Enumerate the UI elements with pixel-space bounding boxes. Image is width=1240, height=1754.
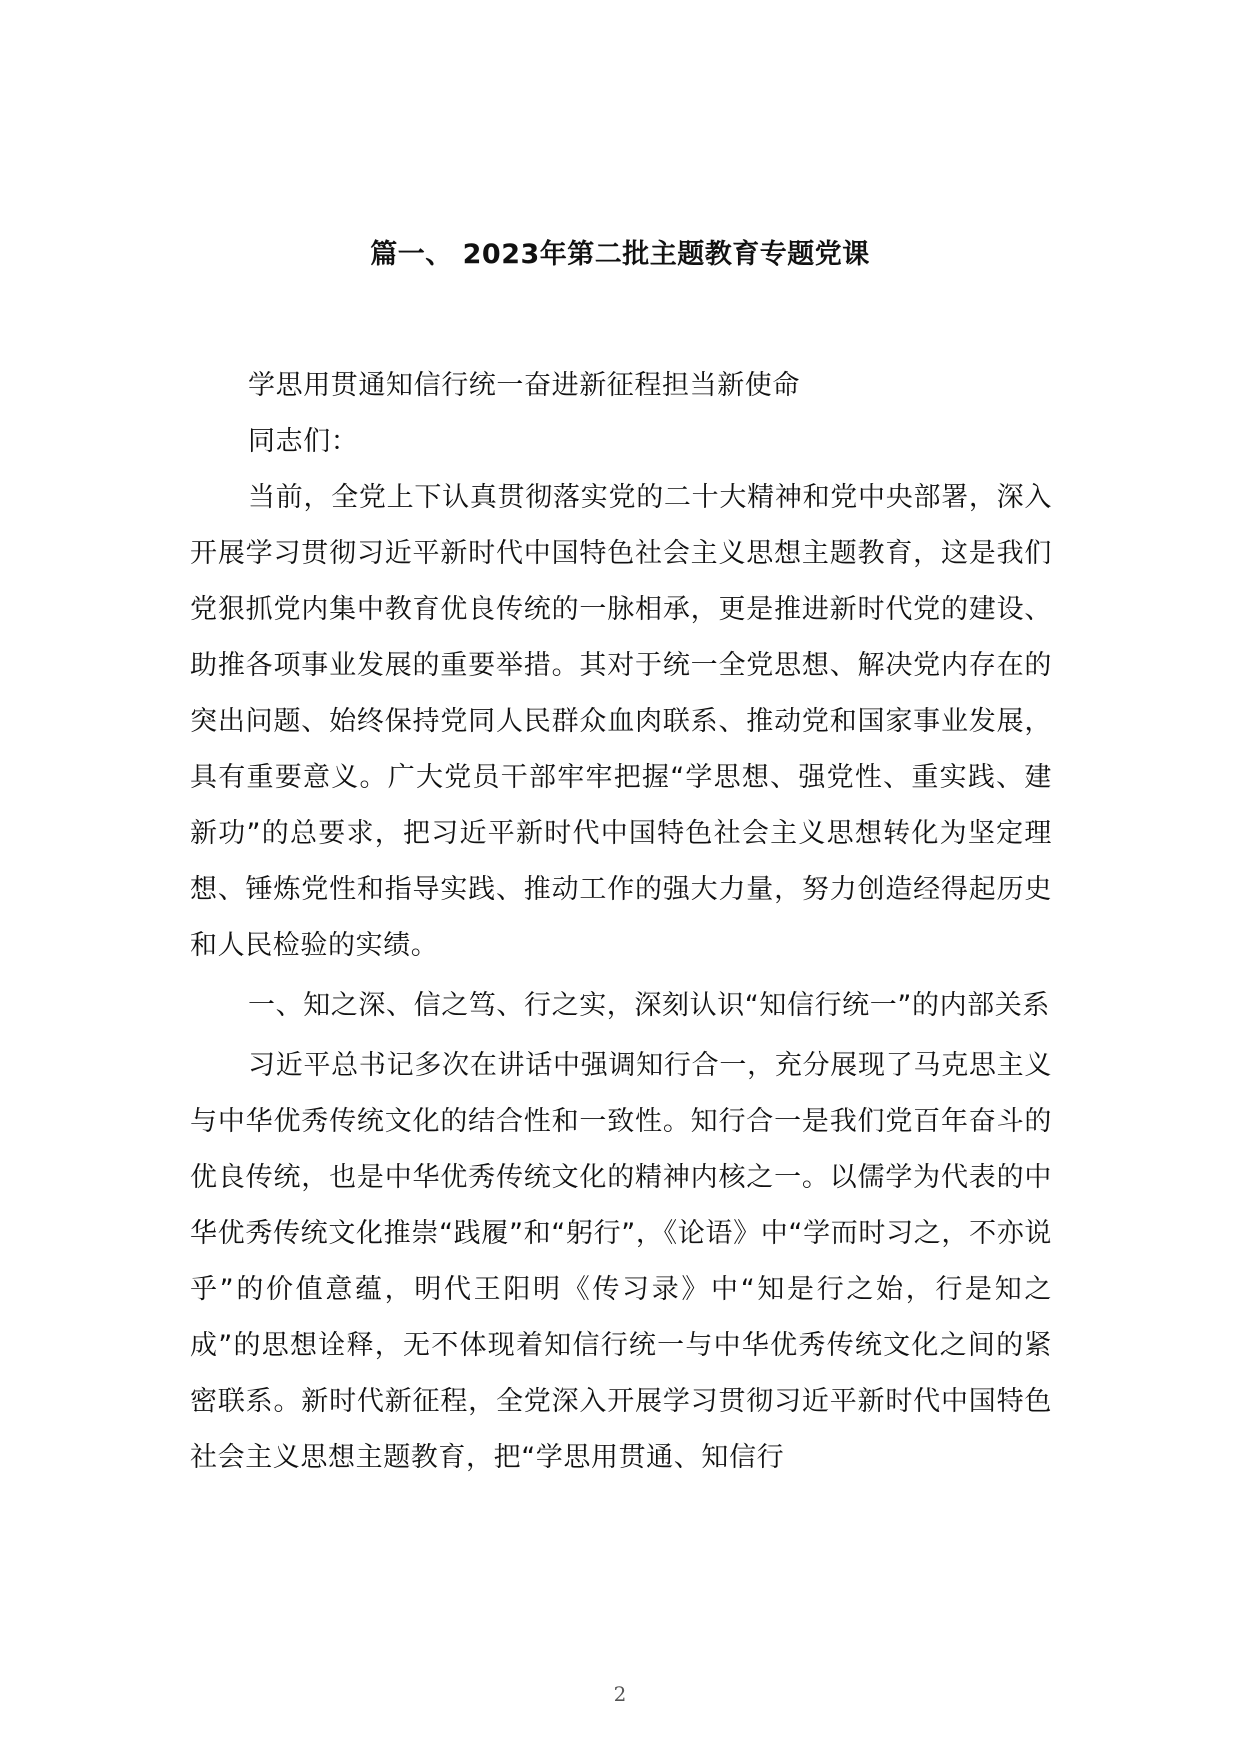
body-paragraph-intro: 当前，全党上下认真贯彻落实党的二十大精神和党中央部署，深入开展学习贯彻习近平新时代中国特色社会主义思想主题教育，这是我们党狠抓党内集中教育优良传统的一脉相承，更是推进新时代党的建设、助推各项事业发展的重要举措。其对于统一全党思想、解决党内存在的突出问题、始终保持党同人民群众血肉联系、推动党和国家事业发展，具有重要意义。广大党员干部牢牢把握“学思想、强党性、重实践、建新功”的总要求，把习近平新时代中国特色社会主义思想转化为坚定理想、锤炼党性和指导实践、推动工作的强大力量，努力创造经得起历史和人民检验的实绩。 xyxy=(190,482,1052,961)
document-title: 篇一、 2023年第二批主题教育专题党课 xyxy=(370,239,870,270)
document-body xyxy=(190,358,1052,1486)
document-subtitle: 学思用贯通知信行统一奋进新征程担当新使命 xyxy=(248,370,800,401)
salutation: 同志们： xyxy=(248,426,359,457)
page-number: 2 xyxy=(613,1682,627,1706)
body-paragraph-section-1: 习近平总书记多次在讲话中强调知行合一，充分展现了马克思主义与中华优秀传统文化的结合性和一致性。知行合一是我们党百年奋斗的优良传统，也是中华优秀传统文化的精神内核之一。以儒学为代表的中华优秀传统文化推崇“践履”和“躬行”，《论语》中“学而时习之，不亦说乎”的价值意蕴，明代王阳明《传习录》中“知是行之始，行是知之成”的思想诠释，无不体现着知信行统一与中华优秀传统文化之间的紧密联系。新时代新征程，全党深入开展学习贯彻习近平新时代中国特色社会主义思想主题教育，把“学思用贯通、知信行 xyxy=(190,1050,1052,1473)
section-heading-1: 一、知之深、信之笃、行之实，深刻认识“知信行统一”的内部关系 xyxy=(248,990,1050,1021)
